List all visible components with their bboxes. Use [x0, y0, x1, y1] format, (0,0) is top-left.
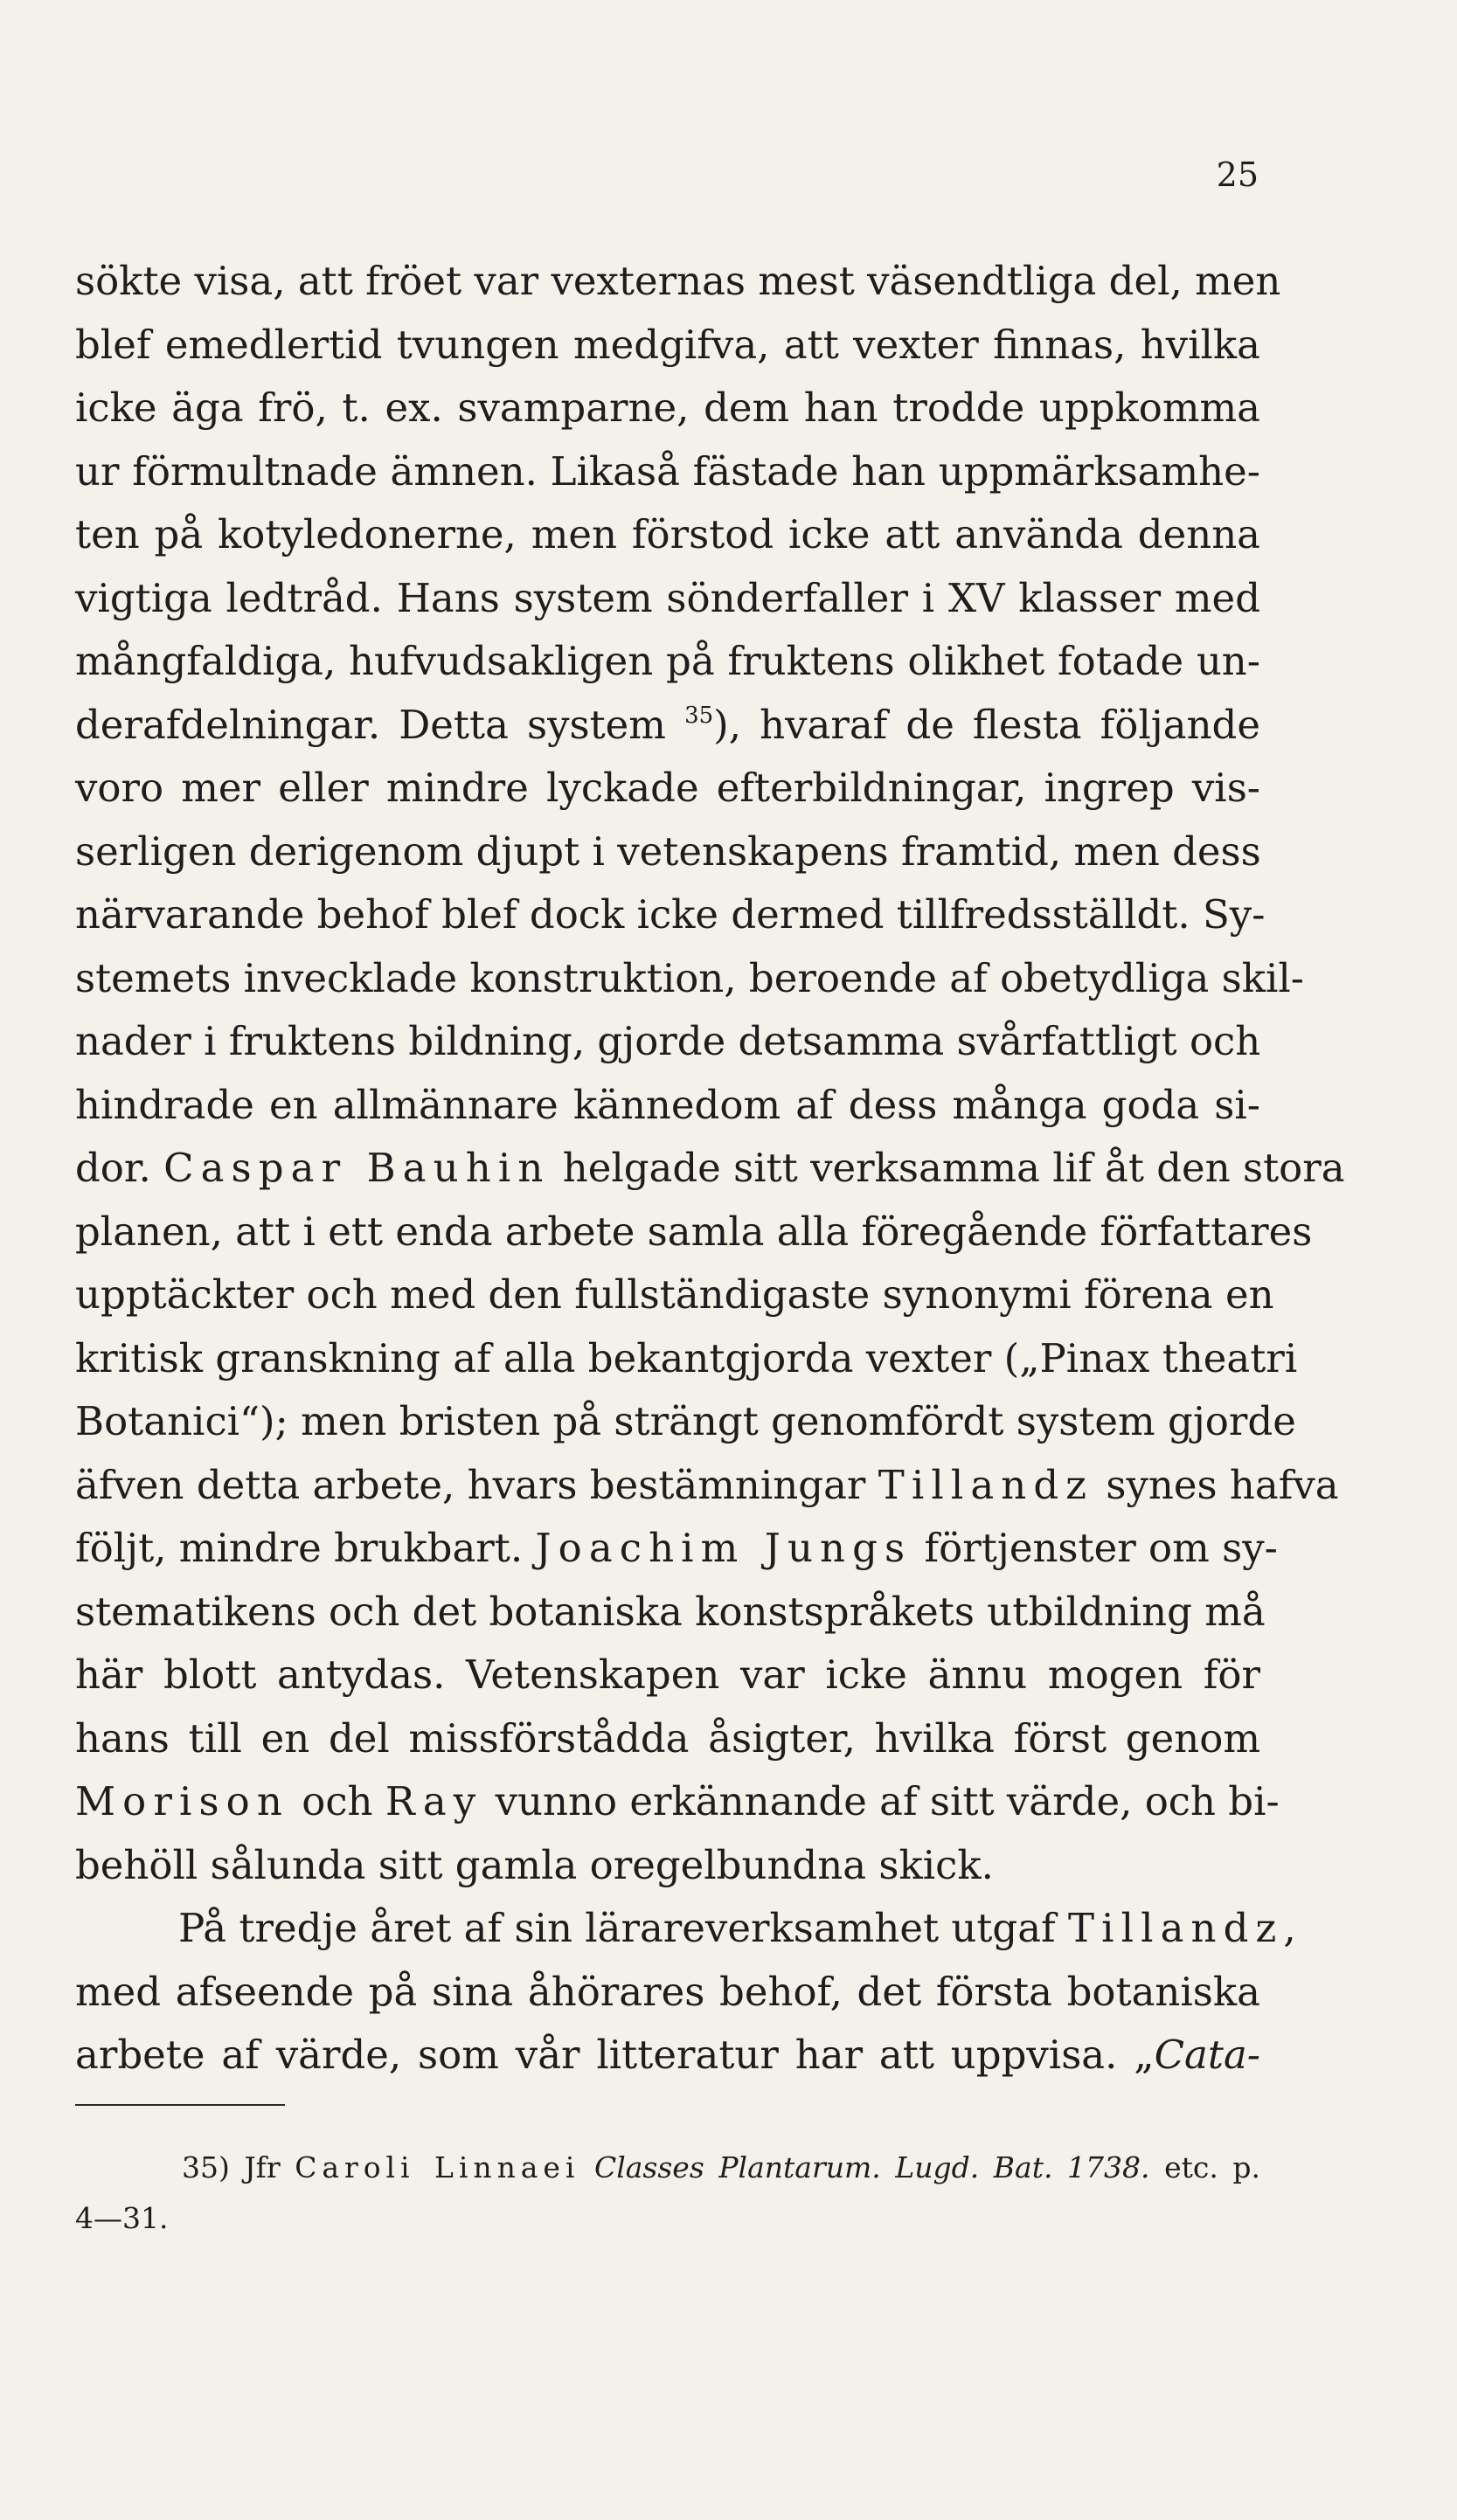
- footnote-line: 4—31.: [75, 2201, 169, 2235]
- italic-title: Cata-: [1154, 2032, 1260, 2078]
- footnote-author: Caroli Linnaei: [295, 2150, 580, 2184]
- text-line: blef emedlertid tvungen medgifva, att vexter finnas, hvilka: [75, 321, 1260, 368]
- text-line: [75, 1517, 1278, 1581]
- footnote-line: [75, 2143, 1260, 2193]
- footnote-divider: [75, 2104, 285, 2106]
- person-name: Joachim Jungs: [535, 1525, 912, 1571]
- paragraph-start-line: [75, 1897, 1296, 1961]
- text-run: synes hafva: [1093, 1461, 1339, 1508]
- text-line: [75, 1454, 1339, 1518]
- footnote-text: Jfr: [229, 2150, 295, 2184]
- text-line: ur förmultnade ämnen. Likaså fästade han uppmärksamhe-: [75, 447, 1260, 495]
- footnote-title: Classes Plantarum. Lugd. Bat. 1738.: [579, 2150, 1150, 2184]
- text-run: På tredje året af sin lärareverksamhet utgaf: [178, 1905, 1069, 1951]
- text-line: stemets invecklade konstruktion, beroende af obetydliga skil-: [75, 954, 1304, 1001]
- person-name: Ray: [385, 1778, 483, 1824]
- text-line: voro mer eller mindre lyckade efterbildningar, ingrep vis-: [75, 765, 1260, 811]
- text-run: förtjenster om sy-: [912, 1525, 1278, 1571]
- paragraph-end-line: behöll sålunda sitt gamla oregelbundna skick.: [75, 1841, 994, 1888]
- text-run: ), hvaraf de flesta följande: [713, 701, 1260, 748]
- text-run: vunno erkännande af sitt värde, och bi-: [482, 1778, 1280, 1824]
- text-line: [75, 694, 1260, 758]
- text-line: stematikens och det botaniska konstspråkets utbildning må: [75, 1588, 1266, 1635]
- text-line: icke äga frö, t. ex. svamparne, dem han trodde uppkomma: [75, 384, 1260, 431]
- text-line: [75, 1137, 1345, 1201]
- text-line: nader i fruktens bildning, gjorde detsamma svårfattligt och: [75, 1018, 1261, 1064]
- text-line: närvarande behof blef dock icke dermed tillfredsställdt. Sy-: [75, 891, 1266, 938]
- text-run: dor.: [75, 1145, 164, 1191]
- person-name: Caspar Bauhin: [163, 1145, 551, 1191]
- person-name: Tillandz: [878, 1461, 1094, 1508]
- footnote: [75, 2143, 1260, 2244]
- footnote-number: 35): [182, 2150, 230, 2184]
- text-line: sökte visa, att fröet var vexternas mest väsendtliga del, men: [75, 258, 1281, 304]
- person-name: Morison: [75, 1778, 289, 1824]
- page-number: 25: [1216, 156, 1259, 194]
- footnote-reference[interactable]: 35: [684, 702, 714, 729]
- text-line: Botanici“); men bristen på strängt genomfördt system gjorde: [75, 1398, 1296, 1444]
- text-line: mångfaldiga, hufvudsakligen på fruktens olikhet fotade un-: [75, 638, 1260, 684]
- text-line: med afseende på sina åhörares behof, det första botaniska: [75, 1968, 1260, 2015]
- text-line: vigtiga ledtråd. Hans system sönderfaller i XV klasser med: [75, 574, 1260, 621]
- person-name: Tillandz: [1068, 1905, 1284, 1951]
- body-text: [75, 250, 1345, 2087]
- text-line: [75, 2024, 1260, 2087]
- text-line: här blott antydas. Vetenskapen var icke ännu mogen för: [75, 1651, 1260, 1698]
- text-run: äfven detta arbete, hvars bestämningar: [75, 1461, 878, 1508]
- text-run: arbete af värde, som vår litteratur har att uppvisa. „: [75, 2032, 1155, 2078]
- text-run: helgade sitt verksamma lif åt den stora: [550, 1145, 1345, 1191]
- text-run: följt, mindre brukbart.: [75, 1525, 536, 1571]
- text-run: ,: [1283, 1905, 1296, 1951]
- text-run: derafdelningar. Detta system: [75, 701, 685, 748]
- footnote-text: etc. p.: [1149, 2150, 1261, 2184]
- text-line: hans till en del missförstådda åsigter, hvilka först genom: [75, 1714, 1260, 1762]
- text-run: och: [288, 1778, 385, 1824]
- text-line: upptäckter och med den fullständigaste synonymi förena en: [75, 1271, 1274, 1318]
- text-line: hindrade en allmännare kännedom af dess många goda si-: [75, 1081, 1260, 1128]
- text-line: kritisk granskning af alla bekantgjorda vexter („Pinax theatri: [75, 1334, 1298, 1381]
- text-line: serligen derigenom djupt i vetenskapens framtid, men dess: [75, 827, 1261, 875]
- text-line: [75, 1770, 1280, 1834]
- text-line: planen, att i ett enda arbete samla alla föregående författares: [75, 1208, 1313, 1255]
- text-line: ten på kotyledonerne, men förstod icke att använda denna: [75, 511, 1260, 557]
